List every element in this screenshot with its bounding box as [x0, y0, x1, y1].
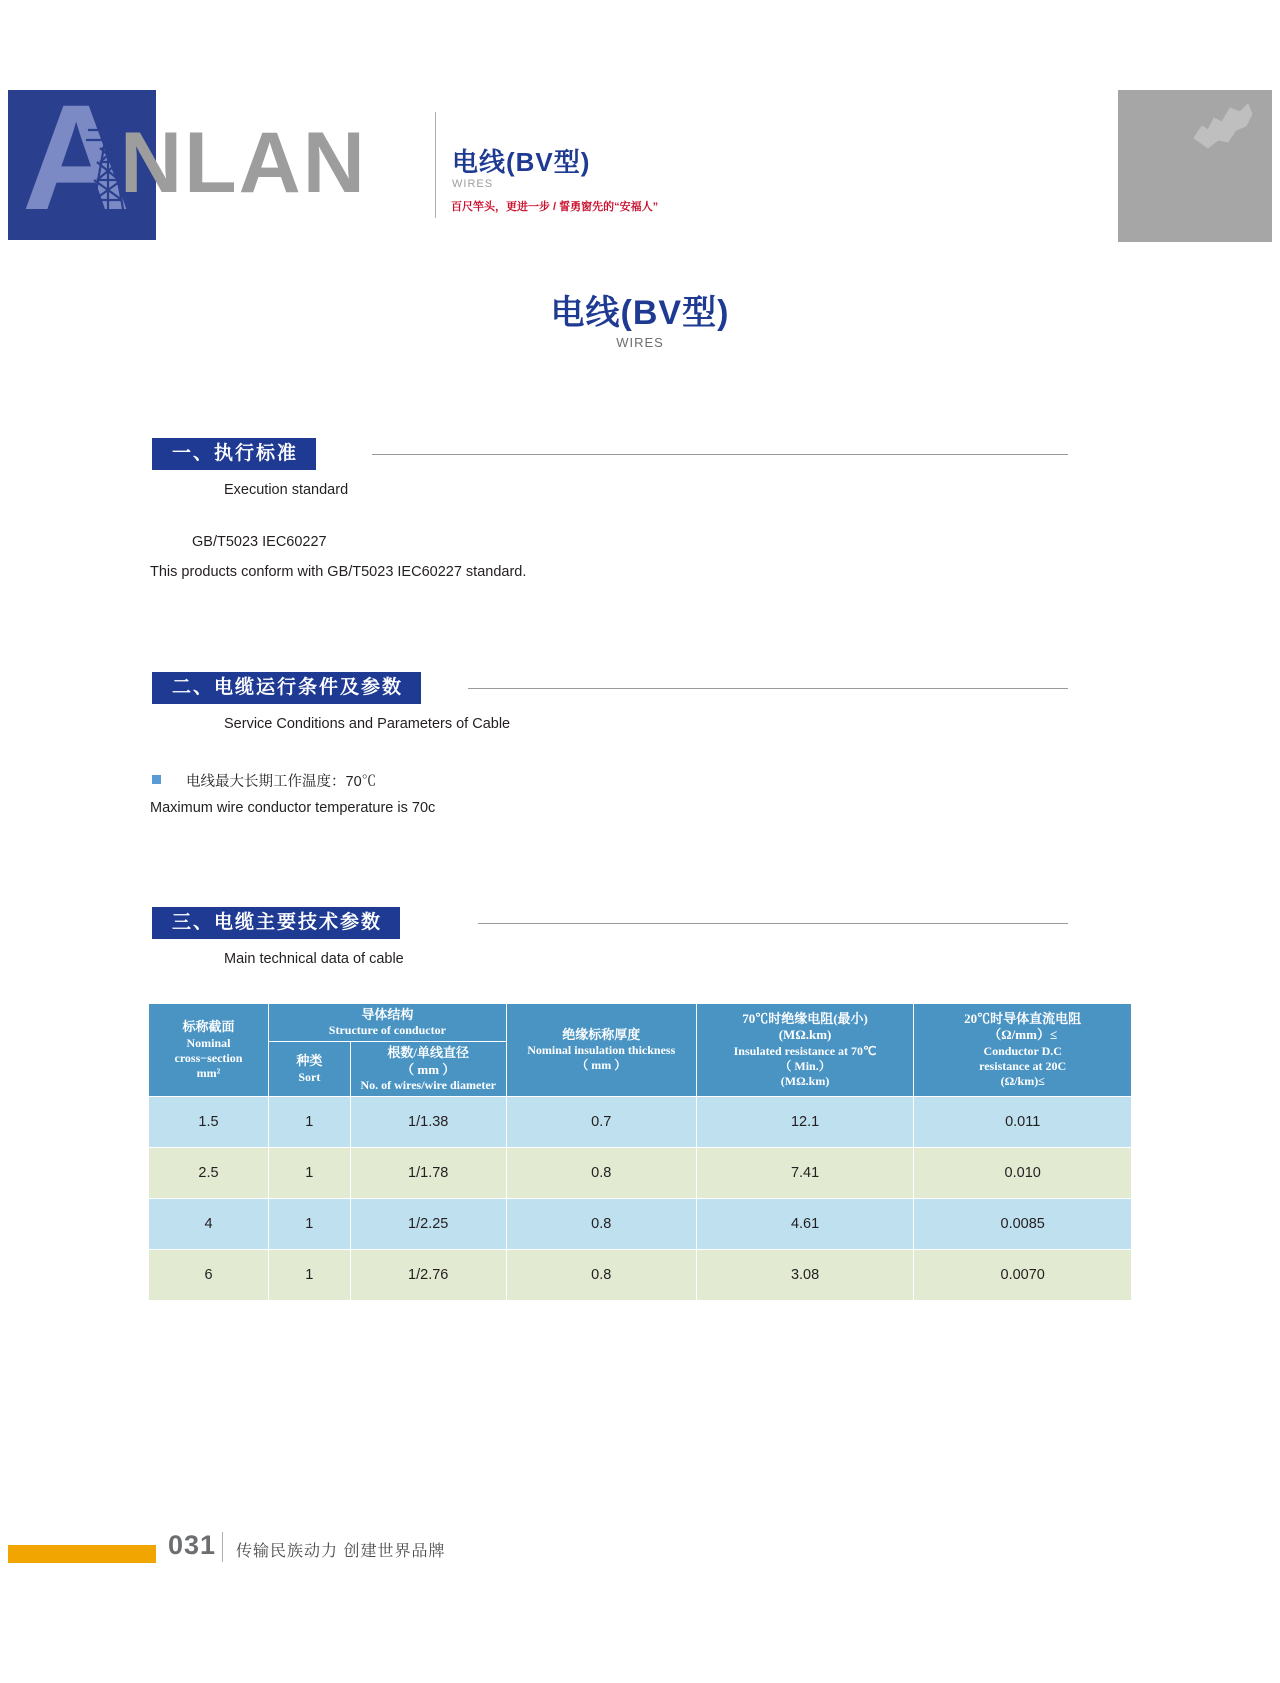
section-1-heading: 一、执行标准	[152, 438, 316, 470]
header-title-en: WIRES	[452, 178, 494, 190]
section-2-subheading: Service Conditions and Parameters of Cable	[224, 716, 511, 732]
footer-page-number: 031	[168, 1530, 217, 1560]
th-nominal-insulation-thickness: 绝缘标称厚度 Nominal insulation thickness （ mm ）	[506, 1004, 696, 1097]
cell-insulation-thickness: 0.8	[506, 1147, 696, 1198]
section-execution-standard	[0, 438, 1280, 580]
table-row	[149, 1147, 1132, 1198]
cell-dc-resistance: 0.011	[914, 1096, 1132, 1147]
cell-insulated-resistance: 12.1	[696, 1096, 914, 1147]
cell-nominal-cross-section: 4	[149, 1198, 269, 1249]
cell-insulated-resistance: 4.61	[696, 1198, 914, 1249]
section-1-conformance-text: This products conform with GB/T5023 IEC60227 standard.	[150, 564, 527, 580]
cell-wires-diameter: 1/1.38	[350, 1096, 506, 1147]
header-title-cn: 电线(BV型)	[452, 147, 591, 177]
th-conductor-dc-resistance-20c: 20℃时导体直流电阻 （Ω/mm）≤ Conductor D.C resistance at 20C (Ω/km)≤	[914, 1004, 1132, 1097]
table-row	[149, 1198, 1132, 1249]
table-header-row-1	[149, 1004, 1132, 1042]
cell-wires-diameter: 1/2.76	[350, 1249, 506, 1300]
table-body	[149, 1096, 1132, 1300]
cell-wires-diameter: 1/2.25	[350, 1198, 506, 1249]
cell-insulated-resistance: 3.08	[696, 1249, 914, 1300]
cell-sort: 1	[268, 1147, 350, 1198]
cell-insulated-resistance: 7.41	[696, 1147, 914, 1198]
section-2-rule	[468, 688, 1068, 689]
section-1-rule	[372, 454, 1068, 455]
bullet-square-icon	[152, 775, 161, 784]
th-no-of-wires-diameter: 根数/单线直径 （ mm ） No. of wires/wire diameter	[350, 1042, 506, 1097]
cell-dc-resistance: 0.010	[914, 1147, 1132, 1198]
technical-data-table	[148, 1003, 1132, 1301]
cell-wires-diameter: 1/1.78	[350, 1147, 506, 1198]
logo-letter-a: A	[22, 90, 125, 240]
footer-divider	[222, 1532, 223, 1562]
th-insulated-resistance-70c: 70℃时绝缘电阻(最小) (MΩ.km) Insulated resistance at 70℃ （ Min.） (MΩ.km)	[696, 1004, 914, 1097]
cell-nominal-cross-section: 6	[149, 1249, 269, 1300]
footer-accent-bar	[8, 1545, 156, 1563]
table-row	[149, 1249, 1132, 1300]
map-icon	[1188, 96, 1258, 156]
section-1-subheading: Execution standard	[224, 482, 349, 498]
page-title: 电线(BV型)	[550, 294, 730, 332]
cell-nominal-cross-section: 2.5	[149, 1147, 269, 1198]
logo-wordmark: NLAN	[120, 115, 367, 211]
section-2-bullet-text: 电线最大长期工作温度：70℃	[186, 774, 377, 790]
cell-sort: 1	[268, 1096, 350, 1147]
header-gray-box	[1118, 90, 1272, 242]
section-3-heading: 三、电缆主要技术参数	[152, 907, 400, 939]
section-3-subheading: Main technical data of cable	[224, 951, 404, 967]
page-subtitle: WIRES	[616, 335, 664, 350]
section-service-conditions	[0, 672, 1280, 816]
cell-dc-resistance: 0.0085	[914, 1198, 1132, 1249]
cell-dc-resistance: 0.0070	[914, 1249, 1132, 1300]
cell-nominal-cross-section: 1.5	[149, 1096, 269, 1147]
cell-insulation-thickness: 0.8	[506, 1249, 696, 1300]
page-header	[0, 90, 1280, 240]
cell-sort: 1	[268, 1198, 350, 1249]
section-2-bullet-item	[152, 770, 376, 791]
header-divider	[435, 112, 436, 218]
th-sort: 种类 Sort	[268, 1042, 350, 1097]
th-structure-of-conductor: 导体结构 Structure of conductor	[268, 1004, 506, 1042]
section-2-english-text: Maximum wire conductor temperature is 70c	[150, 800, 436, 816]
table-row	[149, 1096, 1132, 1147]
th-nominal-cross-section: 标称截面 Nominal cross−section mm²	[149, 1004, 269, 1097]
section-2-heading: 二、电缆运行条件及参数	[152, 672, 421, 704]
cell-insulation-thickness: 0.8	[506, 1198, 696, 1249]
cell-insulation-thickness: 0.7	[506, 1096, 696, 1147]
footer-slogan: 传输民族动力 创建世界品牌	[236, 1543, 446, 1560]
section-1-standard-code: GB/T5023 IEC60227	[192, 534, 327, 550]
header-slogan: 百尺竿头，更进一步 / 誓勇窗先的“安福人”	[451, 201, 659, 213]
section-3-rule	[478, 923, 1068, 924]
cell-sort: 1	[268, 1249, 350, 1300]
section-technical-data	[0, 907, 1280, 967]
